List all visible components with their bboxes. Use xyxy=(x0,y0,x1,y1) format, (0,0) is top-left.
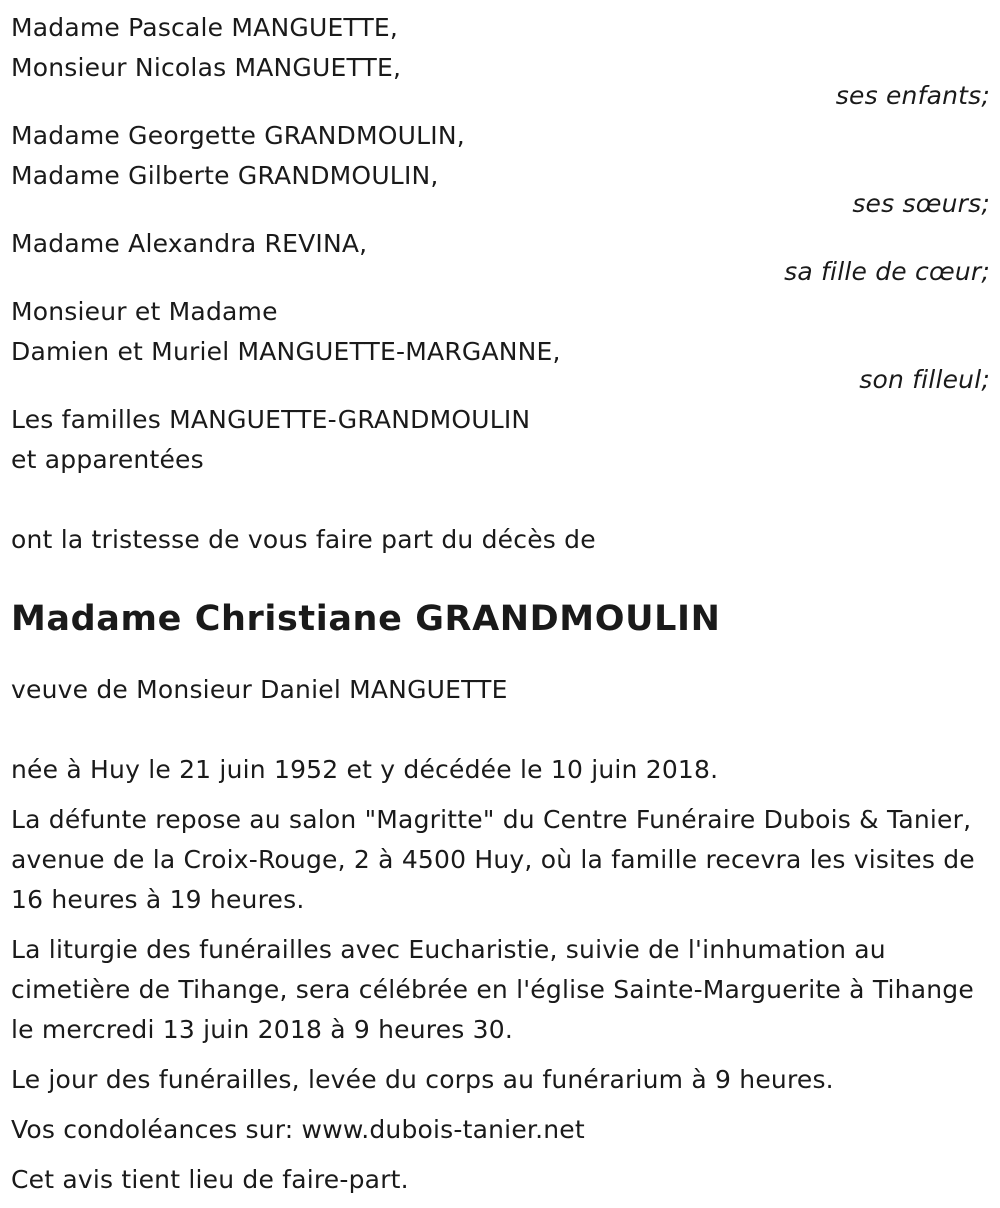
child-name: Monsieur Nicolas MANGUETTE, xyxy=(11,53,402,82)
condolences-paragraph: Vos condoléances sur: www.dubois-tanier.net xyxy=(11,1115,585,1144)
deceased-name: Madame Christiane GRANDMOULIN xyxy=(11,599,721,639)
godson-name: Damien et Muriel MANGUETTE-MARGANNE, xyxy=(11,337,561,366)
announcement-text: ont la tristesse de vous faire part du décès de xyxy=(11,525,596,554)
families-group xyxy=(11,400,990,480)
liturgy-paragraph: La liturgie des funérailles avec Eucharistie, suivie de l'inhumation au cimetière de Tihange, sera célébrée en l'église Sainte-Marguerite à Tihange le mercredi 13 juin 2018 à 9 heures 30. xyxy=(11,935,974,1044)
children-relation: ses enfants; xyxy=(835,81,990,110)
birth-death-paragraph: née à Huy le 21 juin 1952 et y décédée le 10 juin 2018. xyxy=(11,755,719,784)
rest-location-paragraph: La défunte repose au salon "Magritte" du Centre Funéraire Dubois & Tanier, avenue de la Croix-Rouge, 2 à 4500 Huy, où la famille recevra les visites de 16 heures à 19 heures. xyxy=(11,805,975,914)
sisters-group xyxy=(11,116,990,220)
heart-daughter-relation: sa fille de cœur; xyxy=(784,257,990,286)
child-name: Madame Pascale MANGUETTE, xyxy=(11,13,399,42)
children-group xyxy=(11,8,990,112)
families-name: Les familles MANGUETTE-GRANDMOULIN xyxy=(11,405,531,434)
notice-paragraph: Cet avis tient lieu de faire-part. xyxy=(11,1165,409,1194)
godson-relation: son filleul; xyxy=(859,365,990,394)
sister-name: Madame Georgette GRANDMOULIN, xyxy=(11,121,465,150)
families-name: et apparentées xyxy=(11,445,204,474)
godson-name: Monsieur et Madame xyxy=(11,297,278,326)
heart-daughter-name: Madame Alexandra REVINA, xyxy=(11,229,368,258)
sister-name: Madame Gilberte GRANDMOULIN, xyxy=(11,161,439,190)
godson-group xyxy=(11,292,990,396)
widow-of-text: veuve de Monsieur Daniel MANGUETTE xyxy=(11,675,508,704)
sisters-relation: ses sœurs; xyxy=(852,189,990,218)
heart-daughter-group xyxy=(11,224,990,288)
funeral-day-paragraph: Le jour des funérailles, levée du corps au funérarium à 9 heures. xyxy=(11,1065,834,1094)
